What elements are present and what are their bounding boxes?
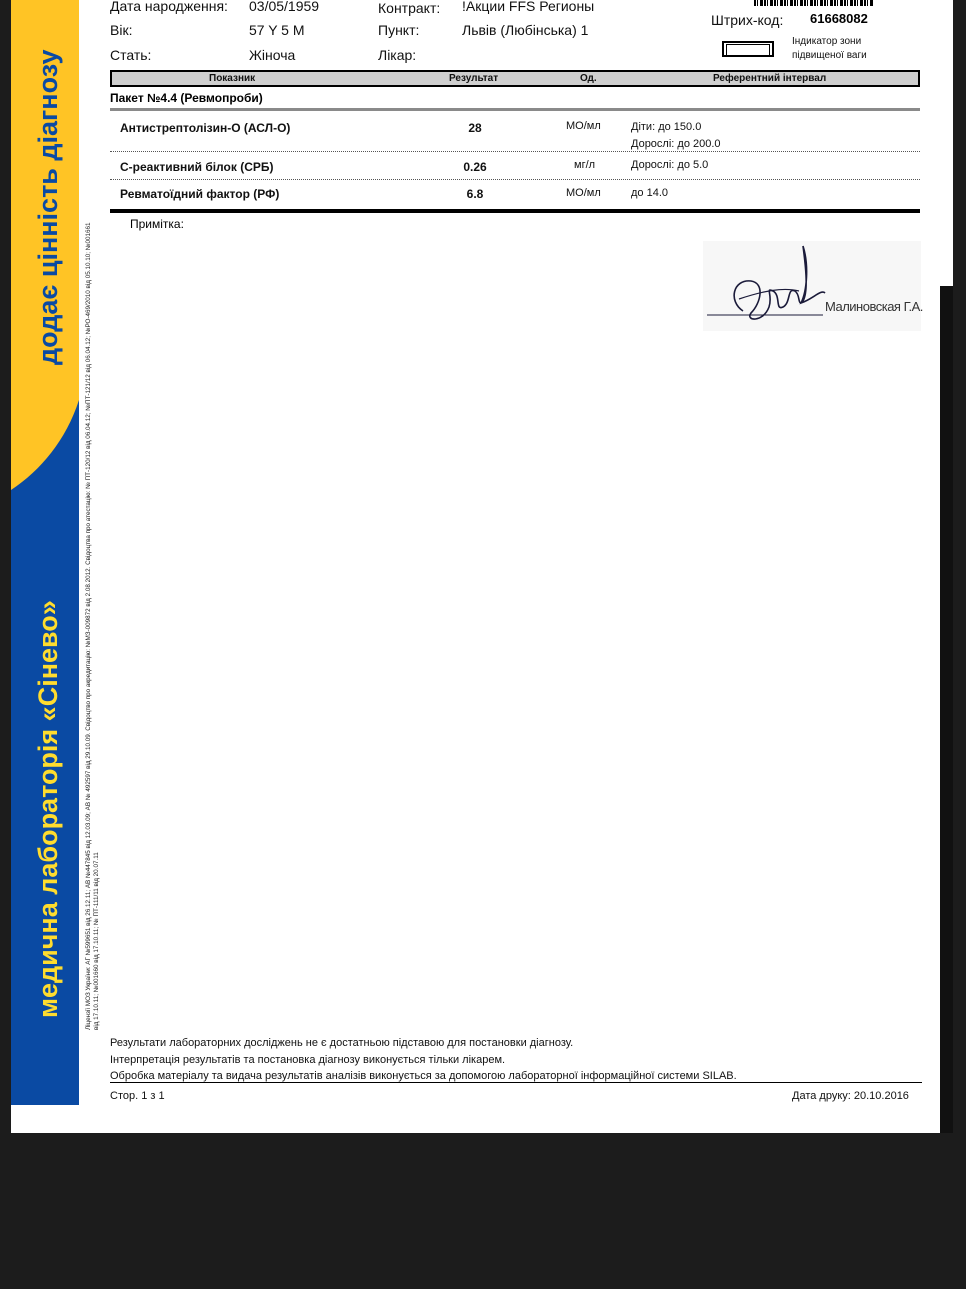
- dob-value: 03/05/1959: [249, 0, 320, 14]
- footer-line-1: Результати лабораторних досліджень не є достатньою підставою для постановки діагнозу.: [110, 1037, 574, 1049]
- page-number: Стор. 1 з 1: [110, 1090, 165, 1102]
- license-line-1: Ліцензії МОЗ України: АГ №599651 від 26.12.11; АВ №447845 від 12.03.09; АВ № 492597 від 29.10.09. Свідоцтво про акредитацію: №МЗ-009872 від 2.08.2012. Свідоцтва про атестацію: № ПТ-120/12 від 06.04.12; №ПТ-121/12 від 06.04.12; №РО-469/2010 від 05.10.10; №001661: [85, 222, 92, 1030]
- row-divider: [110, 179, 920, 180]
- contract-label: Контракт:: [378, 0, 441, 16]
- signature-image: [703, 241, 921, 331]
- sex-label: Стать:: [110, 47, 152, 63]
- page-edge-shadow: [940, 286, 953, 1133]
- weight-indicator-box: [722, 41, 774, 57]
- table-bottom-rule: [110, 209, 920, 213]
- age-value: 57 Y 5 M: [249, 22, 305, 38]
- point-label: Пункт:: [378, 22, 420, 38]
- footer-line-3: Обробка матеріалу та видача результатів аналізів виконується за допомогою лабораторної інформаційної системи SILAB.: [110, 1070, 737, 1082]
- row-reference-1: Дорослі: до 5.0: [631, 159, 709, 171]
- license-line-2: від 17.10.11; №001660 від 17.10.11; № ПТ-111/11 від 20.07.11: [93, 852, 100, 1030]
- row-reference-2: Дорослі: до 200.0: [631, 138, 721, 150]
- row-unit: МО/мл: [566, 120, 601, 132]
- row-unit: мг/л: [574, 159, 596, 171]
- brand-strip: [11, 0, 79, 1105]
- row-result: 6.8: [466, 187, 484, 201]
- results-table-header: [110, 70, 920, 87]
- indicator-label-1: Індикатор зони: [792, 36, 862, 47]
- signature-name: Малиновская Г.А.: [825, 299, 923, 314]
- barcode-bars: [754, 0, 874, 6]
- barcode-value: 61668082: [810, 11, 868, 26]
- row-reference-1: Діти: до 150.0: [631, 121, 702, 133]
- barcode-label: Штрих-код:: [711, 12, 784, 28]
- indicator-label-2: підвищеної ваги: [792, 50, 867, 61]
- header-result: Результат: [449, 73, 499, 84]
- dob-label: Дата народження:: [110, 0, 228, 14]
- header-unit: Од.: [580, 73, 597, 84]
- brand-slogan: додає цінність діагнозу: [33, 49, 63, 365]
- signature-block: [703, 241, 921, 331]
- row-reference-1: до 14.0: [631, 187, 669, 199]
- report-page: [11, 0, 953, 1133]
- package-title: Пакет №4.4 (Ревмопроби): [110, 91, 263, 105]
- row-divider: [110, 151, 920, 152]
- row-result: 0.26: [463, 160, 487, 174]
- contract-value: !Акции FFS Регионы: [462, 0, 595, 14]
- header-reference: Референтний інтервал: [713, 73, 827, 84]
- note-label: Примітка:: [130, 217, 184, 231]
- footer-rule: [110, 1082, 922, 1083]
- age-label: Вік:: [110, 22, 133, 38]
- license-text: [85, 120, 125, 1030]
- row-name: Ревматоїдний фактор (РФ): [120, 187, 280, 201]
- row-name: С-реактивний білок (СРБ): [120, 160, 274, 174]
- footer-line-2: Інтерпретація результатів та постановка діагнозу виконується тільки лікарем.: [110, 1054, 506, 1066]
- point-value: Львів (Любінська) 1: [462, 22, 589, 38]
- row-name: Антистрептолізин-О (АСЛ-О): [120, 121, 291, 135]
- header-indicator: Показник: [209, 73, 256, 84]
- row-result: 28: [468, 121, 482, 135]
- brand-name: медична лабораторія «Сінево»: [33, 600, 63, 1018]
- row-unit: МО/мл: [566, 187, 601, 199]
- doctor-label: Лікар:: [378, 47, 417, 63]
- print-date: Дата друку: 20.10.2016: [792, 1090, 909, 1102]
- sex-value: Жіноча: [249, 47, 296, 63]
- package-rule: [110, 108, 920, 111]
